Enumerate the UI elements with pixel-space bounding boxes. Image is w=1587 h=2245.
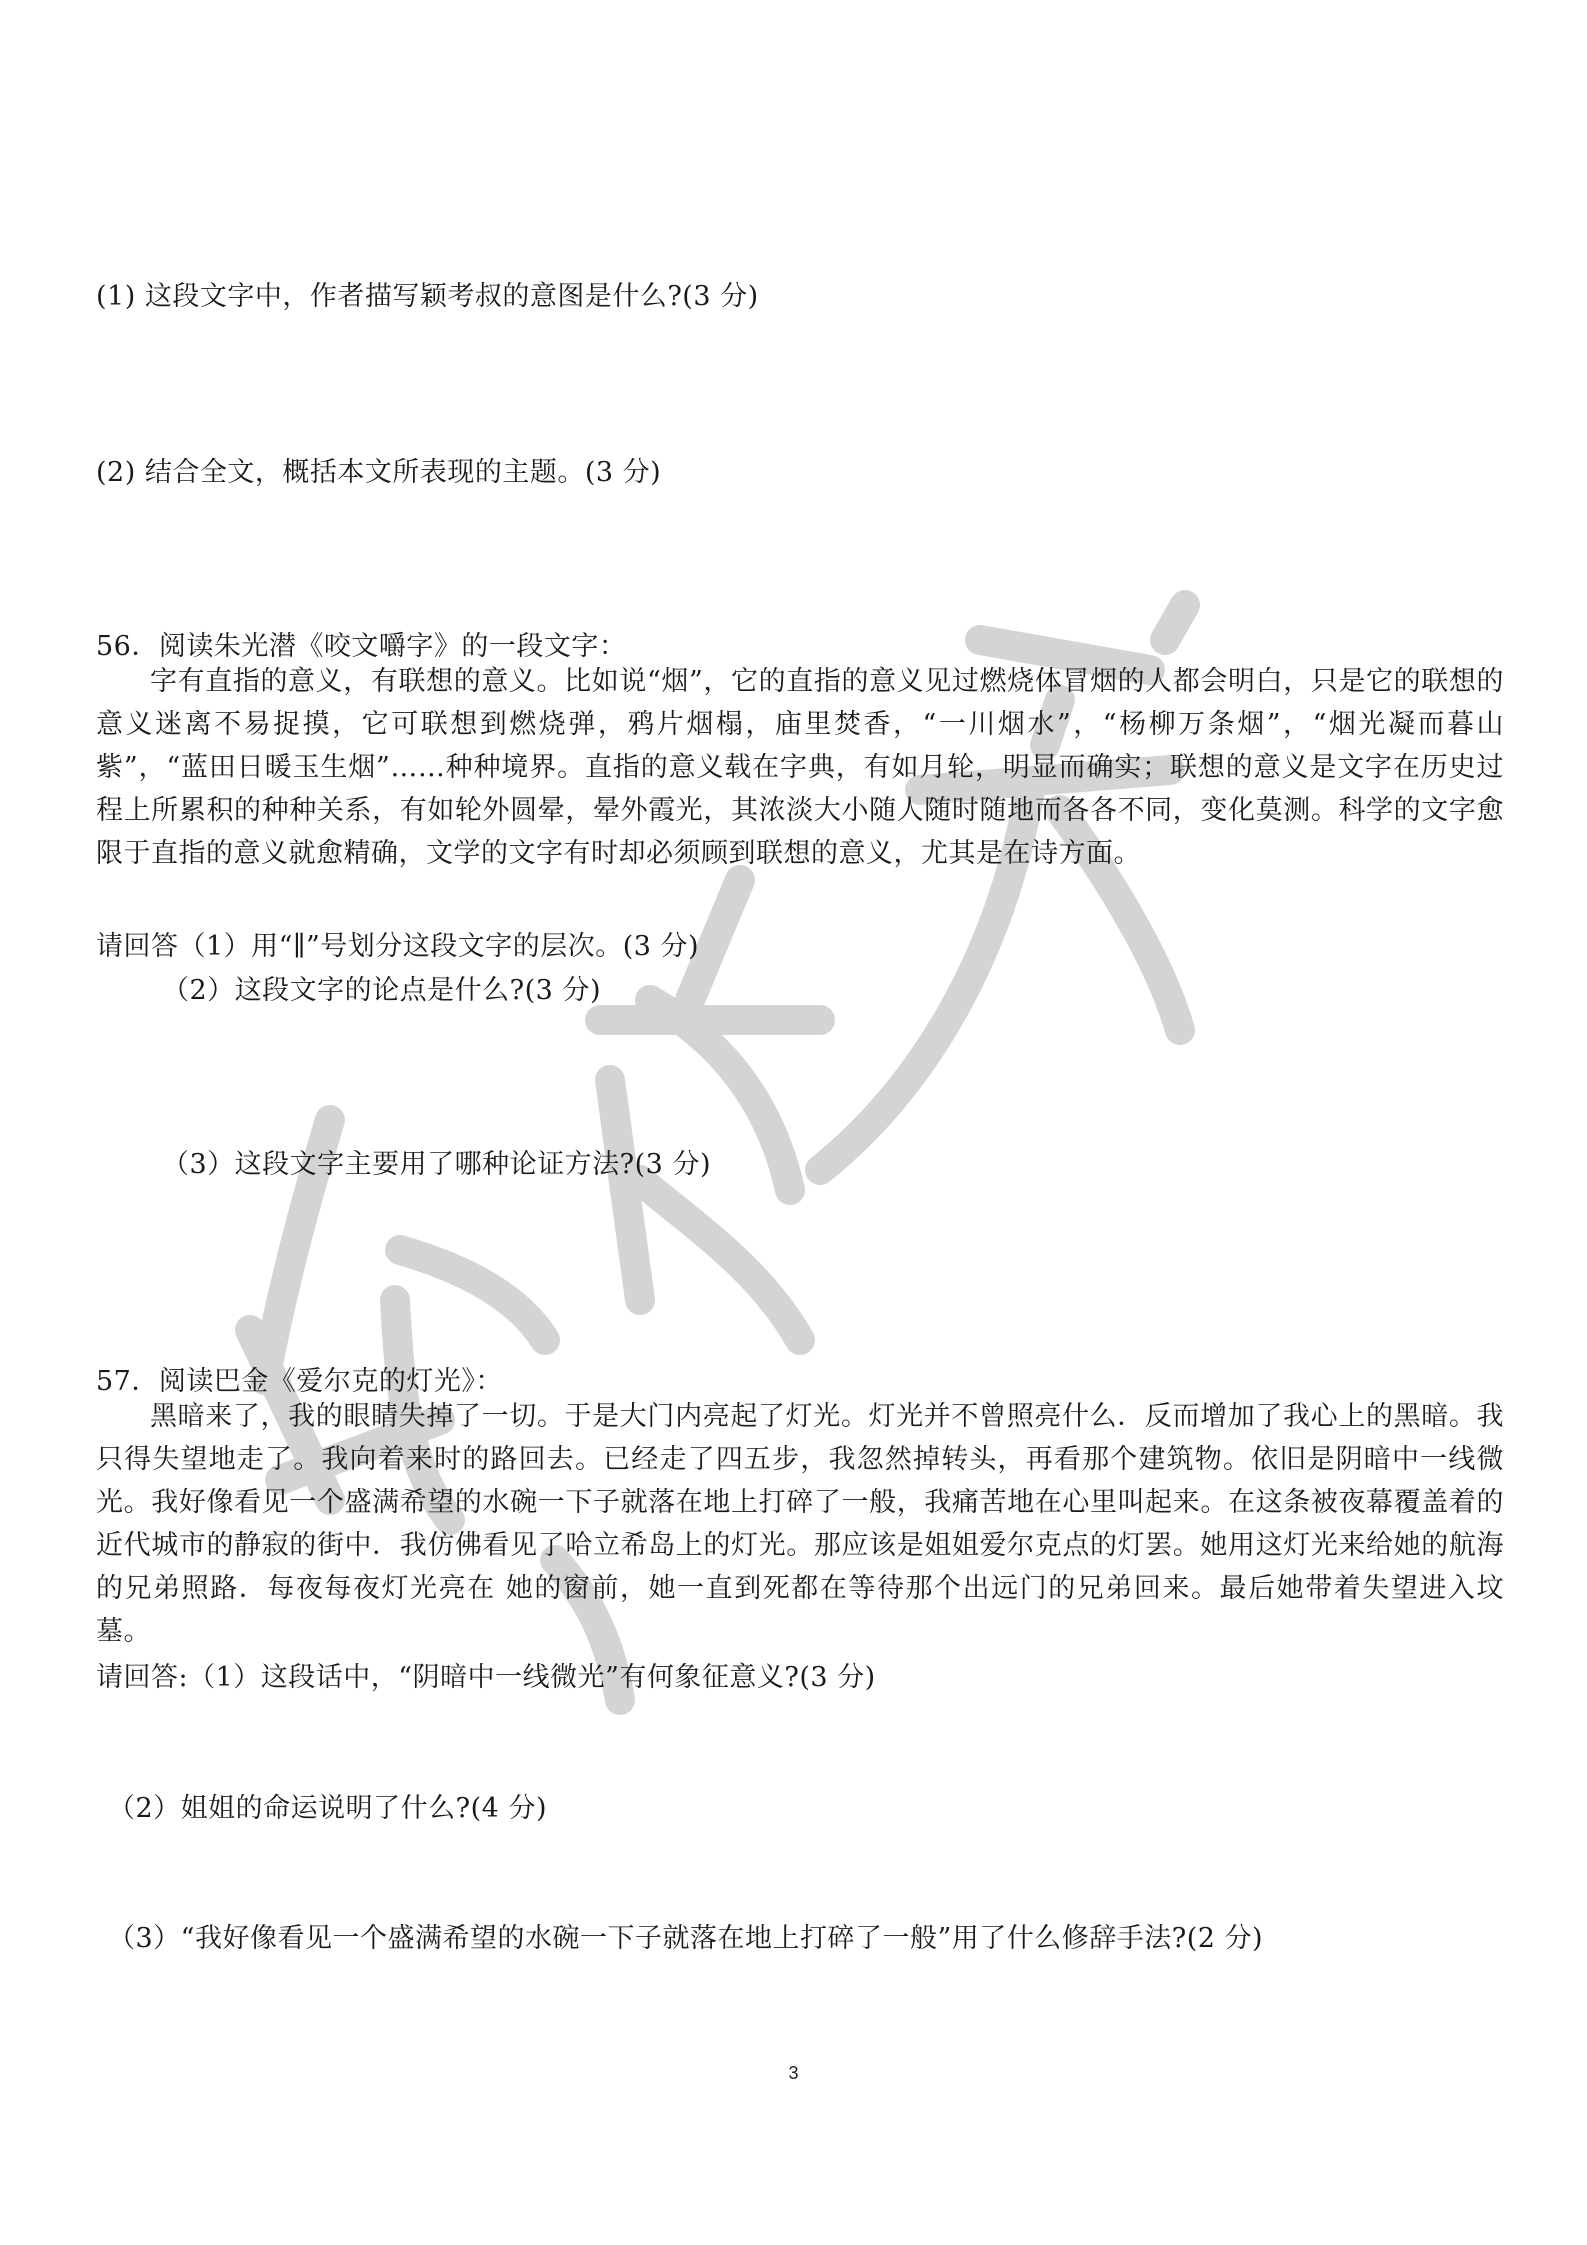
section57-question-2: （2）姐姐的命运说明了什么?(4 分) (108, 1793, 547, 1824)
section57-heading: 57．阅读巴金《爱尔克的灯光》： (96, 1366, 503, 1397)
section57-question-1: 请回答:（1）这段话中，“阴暗中一线微光”有何象征意义?(3 分) (96, 1662, 876, 1693)
section57-passage: 黑暗来了，我的眼睛失掉了一切。于是大门内亮起了灯光。灯光并不曾照亮什么．反而增加了我心上的黑暗。我只得失望地走了。我向着来时的路回去。已经走了四五步，我忽然掉转头，再看那个建筑物。依旧是阴暗中一线微光。我好像看见一个盛满希望的水碗一下子就落在地上打碎了一般，我痛苦地在心里叫起来。在这条被夜幕覆盖着的近代城市的静寂的街中．我仿佛看见了哈立希岛上的灯光。那应该是姐姐爱尔克点的灯罢。她用这灯光来给她的航海的兄弟照路．每夜每夜灯光亮在 她的窗前，她一直到死都在等待那个出远门的兄弟回来。最后她带着失望进入坟墓。 (96, 1401, 1504, 1647)
section55-question-1: (1) 这段文字中，作者描写颖考叔的意图是什么?(3 分) (96, 281, 759, 312)
page-number: 3 (788, 2063, 799, 2083)
section55-question-2: (2) 结合全文，概括本文所表现的主题。(3 分) (96, 457, 662, 488)
section56-question-2: （2）这段文字的论点是什么?(3 分) (162, 975, 601, 1006)
section56-passage: 字有直指的意义，有联想的意义。比如说“烟”，它的直指的意义见过燃烧体冒烟的人都会明白，只是它的联想的意义迷离不易捉摸，它可联想到燃烧弹，鸦片烟榻，庙里焚香，“一川烟水”，“杨柳万条烟”，“烟光凝而暮山紫”，“蓝田日暖玉生烟”……种种境界。直指的意义载在字典，有如月轮，明显而确实；联想的意义是文字在历史过程上所累积的种种关系，有如轮外圆晕，晕外霞光，其浓淡大小随人随时随地而各各不同，变化莫测。科学的文字愈限于直指的意义就愈精确，文学的文字有时却必须顾到联想的意义，尤其是在诗方面。 (96, 666, 1504, 869)
section56-question-1: 请回答（1）用“∥”号划分这段文字的层次。(3 分) (96, 931, 700, 962)
section57-question-3: （3）“我好像看见一个盛满希望的水碗一下子就落在地上打碎了一般”用了什么修辞手法?(2 分) (108, 1923, 1264, 1954)
section56-heading: 56．阅读朱光潜《咬文嚼字》的一段文字： (96, 631, 627, 662)
section56-question-3: （3）这段文字主要用了哪种论证方法?(3 分) (162, 1149, 711, 1180)
